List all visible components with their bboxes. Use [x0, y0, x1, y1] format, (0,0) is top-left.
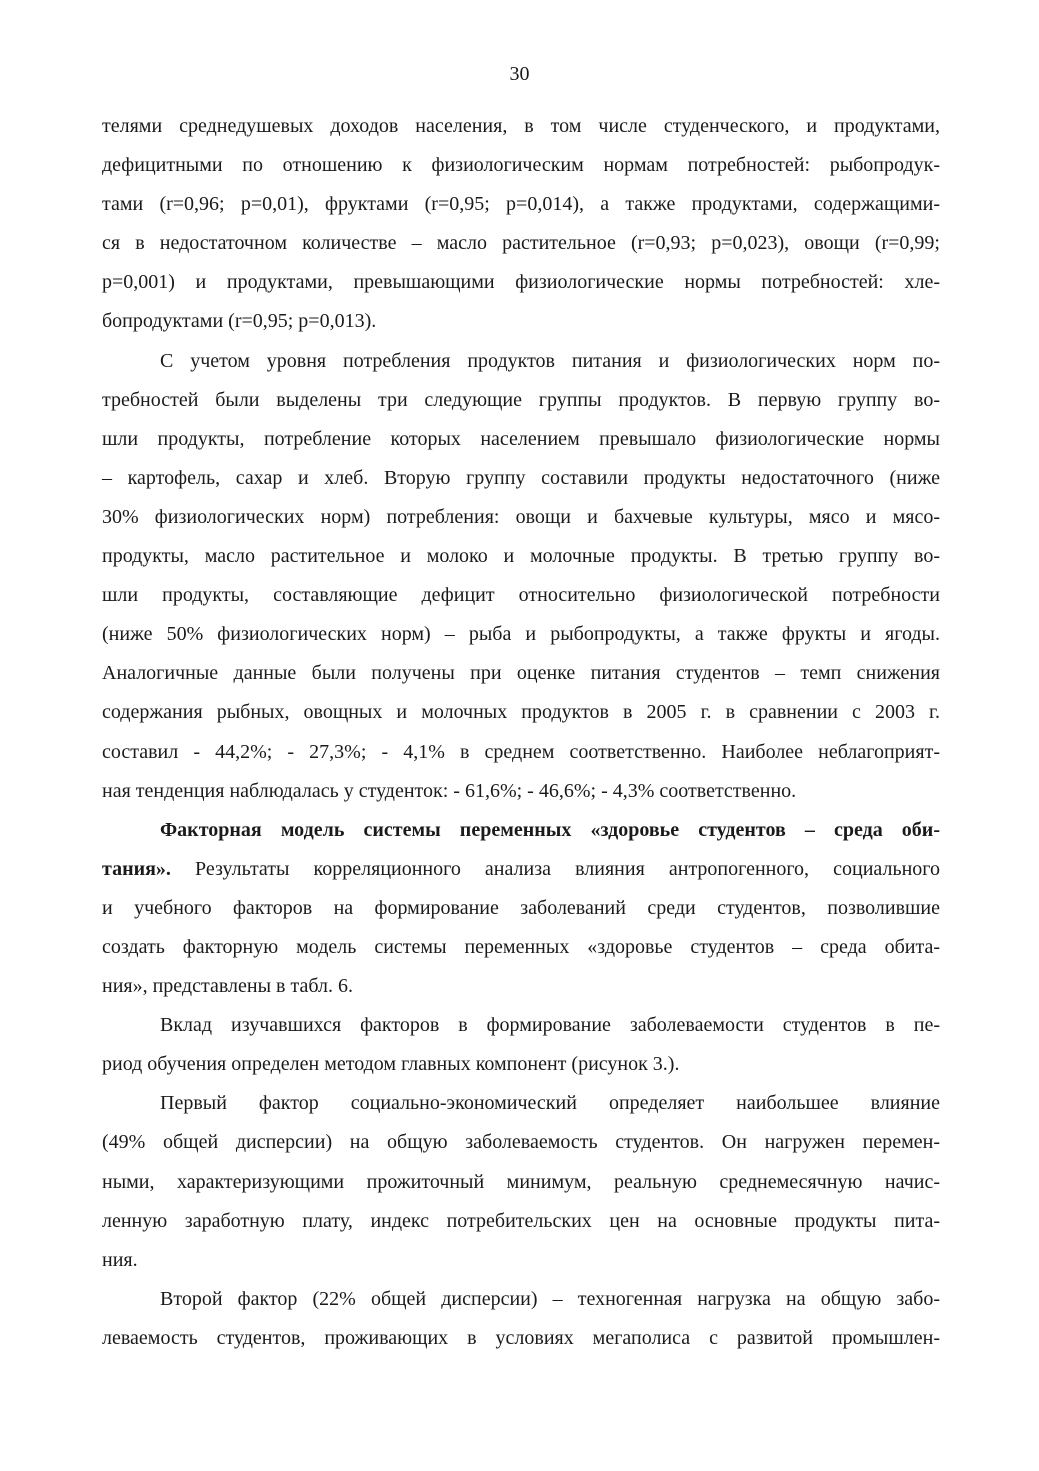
text-line: [102, 1284, 940, 1323]
line-text: леваемость студентов, проживающих в условиях мегаполиса с развитой промышлен-: [102, 1326, 940, 1349]
text-line: [102, 1245, 940, 1284]
document-body: [102, 111, 940, 1362]
line-text: 30% физиологических норм) потребления: овощи и бахчевые культуры, мясо и мясо-: [102, 505, 940, 528]
line-text: тами (r=0,96; p=0,01), фруктами (r=0,95; p=0,014), а также продуктами, содержащими-: [102, 193, 940, 216]
line-text: Первый фактор социально-экономический определяет наибольшее влияние: [160, 1092, 940, 1115]
text-line: [102, 228, 940, 267]
line-text: ния.: [102, 1248, 138, 1271]
line-text: (49% общей дисперсии) на общую заболеваемость студентов. Он нагружен перемен-: [102, 1131, 940, 1154]
line-text: создать факторную модель системы переменных «здоровье студентов – среда обита-: [102, 935, 940, 958]
line-text: шли продукты, составляющие дефицит относительно физиологической потребности: [102, 584, 940, 607]
text-line: [102, 1167, 940, 1206]
text-line: [102, 541, 940, 580]
line-text: ными, характеризующими прожиточный минимум, реальную среднемесячную начис-: [102, 1170, 940, 1193]
text-line: [102, 854, 940, 893]
line-text: ленную заработную плату, индекс потребительских цен на основные продукты пита-: [102, 1209, 940, 1232]
bold-heading-text: тания».: [102, 857, 171, 880]
text-line: [102, 424, 940, 463]
text-line: [102, 267, 940, 306]
line-text: составил - 44,2%; - 27,3%; - 4,1% в среднем соответственно. Наиболее неблагоприят-: [102, 740, 940, 763]
text-line: [102, 658, 940, 697]
line-text: Второй фактор (22% общей дисперсии) – техногенная нагрузка на общую забо-: [160, 1287, 940, 1310]
line-text: продукты, масло растительное и молоко и молочные продукты. В третью группу во-: [102, 545, 940, 568]
text-line: [102, 893, 940, 932]
text-line: [102, 776, 940, 815]
text-line: [102, 1206, 940, 1245]
text-line: [102, 815, 940, 854]
text-line: [102, 697, 940, 736]
text-line: [102, 737, 940, 776]
line-text: шли продукты, потребление которых населением превышало физиологические нормы: [102, 427, 940, 450]
line-text: и учебного факторов на формирование заболеваний среди студентов, позволившие: [102, 896, 940, 919]
line-text: Аналогичные данные были получены при оценке питания студентов – темп снижения: [102, 662, 940, 685]
text-line: [102, 1323, 940, 1362]
text-line: [102, 346, 940, 385]
line-text: Вклад изучавшихся факторов в формирование заболеваемости студентов в пе-: [160, 1014, 940, 1037]
line-text: Результаты корреляционного анализа влияния антропогенного, социального: [170, 857, 940, 880]
text-line: [102, 306, 940, 345]
text-line: [102, 971, 940, 1010]
line-text: риод обучения определен методом главных компонент (рисунок 3.).: [102, 1053, 680, 1076]
text-line: [102, 150, 940, 189]
line-text: (ниже 50% физиологических норм) – рыба и рыбопродукты, а также фрукты и ягоды.: [102, 623, 940, 646]
text-line: [102, 1088, 940, 1127]
line-text: p=0,001) и продуктами, превышающими физиологические нормы потребностей: хле-: [102, 271, 940, 294]
line-text: содержания рыбных, овощных и молочных продуктов в 2005 г. в сравнении с 2003 г.: [102, 701, 940, 724]
line-text: С учетом уровня потребления продуктов питания и физиологических норм по-: [160, 349, 940, 372]
line-text: бопродуктами (r=0,95; p=0,013).: [102, 310, 377, 333]
text-line: [102, 111, 940, 150]
text-line: [102, 463, 940, 502]
text-line: [102, 189, 940, 228]
line-text: – картофель, сахар и хлеб. Вторую группу составили продукты недостаточного (ниже: [102, 466, 940, 489]
page-number: 30: [509, 63, 530, 85]
text-line: [102, 580, 940, 619]
line-text: дефицитными по отношению к физиологическим нормам потребностей: рыбопродук-: [102, 154, 940, 177]
line-text: телями среднедушевых доходов населения, в том числе студенческого, и продуктами,: [102, 115, 940, 137]
bold-heading-text: Факторная модель системы переменных «здоровье студентов – среда оби-: [160, 818, 940, 841]
text-line: [102, 1127, 940, 1166]
text-line: [102, 932, 940, 971]
line-text: требностей были выделены три следующие группы продуктов. В первую группу во-: [102, 388, 940, 411]
text-line: [102, 619, 940, 658]
text-line: [102, 385, 940, 424]
text-line: [102, 1010, 940, 1049]
text-line: [102, 1049, 940, 1088]
line-text: ная тенденция наблюдалась у студенток: - 61,6%; - 46,6%; - 4,3% соответственно.: [102, 779, 797, 802]
text-line: [102, 502, 940, 541]
line-text: ния», представлены в табл. 6.: [102, 975, 353, 998]
line-text: ся в недостаточном количестве – масло растительное (r=0,93; p=0,023), овощи (r=0,99;: [102, 232, 940, 255]
